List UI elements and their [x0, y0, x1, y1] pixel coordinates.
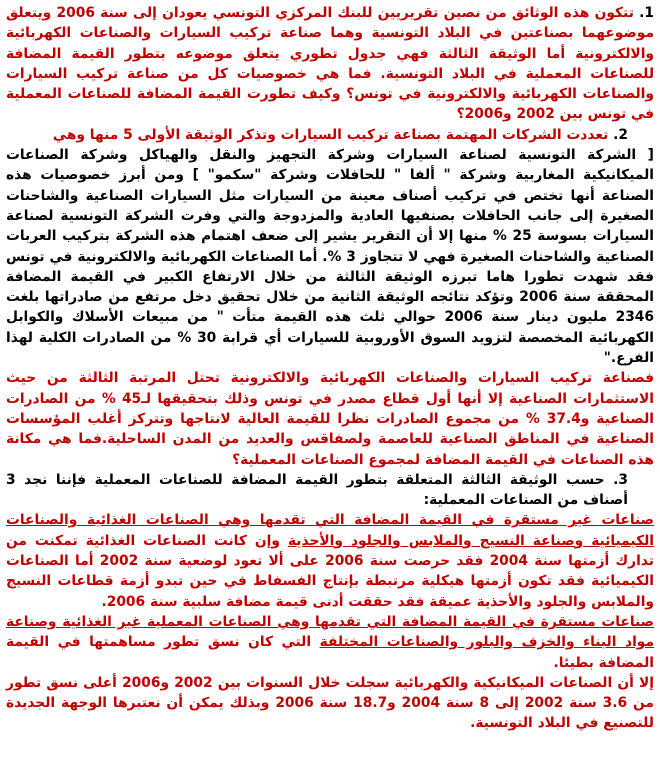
section-2-red-paragraph: فصناعة تركيب السيارات والصناعات الكهربائية والالكترونية تحتل المرتبة الثالثة من حيث الاستثمارات الصناعية إلا أنها أول قطاع مصدر في تونس وذلك بتحقيقها لـ45 % من الصادرات الصناعية و37.4 % من مجموع الصادرات نظرا للقيمة العالية لانتاجها وتتركز أغلب المؤسسات الصناعية في المناطق الصناعية للعاصمة ولصفاقس والعديد من المدن الساحلية.فما هي مكانة هذه الصناعات في القيمة المضافة لمجموع الصناعات المعملية؟: [6, 370, 655, 468]
section-3-intro-paragraph: [6, 470, 654, 511]
unstable-industries-body: وإن كانت الصناعات الغذائية تمكنت من تدارك أزمتها سنة 2004 فقد حرصت سنة 2006 على ألا تعود لوضعية سنة 2002 أما الصناعات الكيميائية فقد تكون أزمتها هيكلية مرتبطة بإنتاج الفسفاط في حين تبدو أزمة قطاعات النسيج والملابس والجلود والأحذية عميقة فقد حققت أدنى قيمة مضافة سلبية سنة 2006.: [6, 532, 654, 610]
section-3-number: 3.: [613, 471, 629, 488]
unstable-industries-title: صناعات غير مستقرة في القيمة المضافة التي تقدمها وهي الصناعات الغذائية والصناعات الكيميائية وصناعة النسيج والملابس والجلود والأحذية: [6, 512, 654, 549]
section-1-text: تتكون هذه الوثائق من نصين تقريريين للبنك المركزي التونسي يعودان إلى سنة 2006 ويتعلق موضوعهما بصناعتين في البلاد التونسية وهما صناعة تركيب السيارات والصناعات الكهربائية والالكترونية أما الوثيقة الثالثة فهي جدول تطوري يتعلق موضوعه بتطور القيمة المضافة للصناعات المعملية في البلاد التونسية. فما هي خصوصيات كل من صناعة تركيب السيارات والصناعات الكهربائية والالكترونية في تونس؟ وكيف تطورت القيمة المضافة للصناعات المعملية في تونس بين 2002 و2006؟: [6, 5, 654, 123]
section-2-intro: تعددت الشركات المهتمة بصناعة تركيب السيارات وتذكر الوثيقة الأولى 5 منها وهي: [52, 126, 609, 143]
section-3-intro: حسب الوثيقة الثالثة المتعلقة بتطور القيمة المضافة للصناعات المعملية فإننا نجد 3 أصناف من الصناعات المعملية:: [6, 471, 628, 509]
section-1-number: 1.: [639, 5, 654, 21]
conclusion-paragraph: إلا أن الصناعات الميكانيكية والكهربائية سجلت خلال السنوات بين 2002 و2006 أعلى نسق تطور من 3.6 سنة 2002 إلى 8 سنة 2004 و18.7 سنة 2006 وبذلك يمكن أن نعتبرها الوجهة الجديدة للتصنيع في البلاد التونسية.: [6, 674, 654, 732]
stable-industries-body: التي كان نسق تطور مساهمتها في القيمة المضافة بطيئا.: [6, 634, 654, 671]
unstable-industries-paragraph: [6, 510, 654, 611]
section-1-paragraph: [6, 3, 654, 125]
stable-industries-title: صناعات مستقرة في القيمة المضافة التي تقدمها وهي الصناعات المعملية غير الغذائية وصناعة مواد البناء والخزف والبلور والصناعات المختلفة: [6, 613, 654, 651]
section-2-number: 2.: [613, 126, 628, 143]
stable-industries-paragraph: [6, 612, 654, 673]
section-2-body: [ الشركة التونسية لصناعة السيارات وشركة التجهيز والنقل والهياكل وشركة الصناعات الميكانيكية المغاربية وشركة " ألفا " للحافلات وشركة "سكمو" ] ومن أبرز خصوصيات هذه الصناعة أنها تختص في تركيب أصناف معينة من السيارات مثل السيارات الصناعية والشاحنات الصغيرة إلى جانب الحافلات بصنفيها العادية والمزدوجة والتي وفرت الشركة التونسية لصناعة السيارات بسوسة 25 % منها إلا أن التقرير يشير إلى ضعف اهتمام هذه الشركة بتركيب العربات الصناعية والشاحنات الصغيرة فهي لا تتجاوز 3 %. أما الصناعات الكهربائية والالكترونية في تونس فقد شهدت تطورا هاما تبرزه الوثيقة الثالثة من خلال الارتفاع الكبير في القيمة المضافة المحققة سنة 2006 وتؤكد نتائجه الوثيقة الثانية من خلال تحقيق دخل مرتفع من صادراتها بلغت 2346 مليون دينار سنة 2006 حوالي ثلث هذه القيمة متأت " من مبيعات الأسلاك والكوابل الكهربائية المخصصة لتزويد السوق الأوروبية للسيارات أي قرابة 30 % من الصادرات الكلية لهذا الفرع.": [6, 147, 654, 367]
section-2-intro-paragraph: [6, 125, 654, 145]
